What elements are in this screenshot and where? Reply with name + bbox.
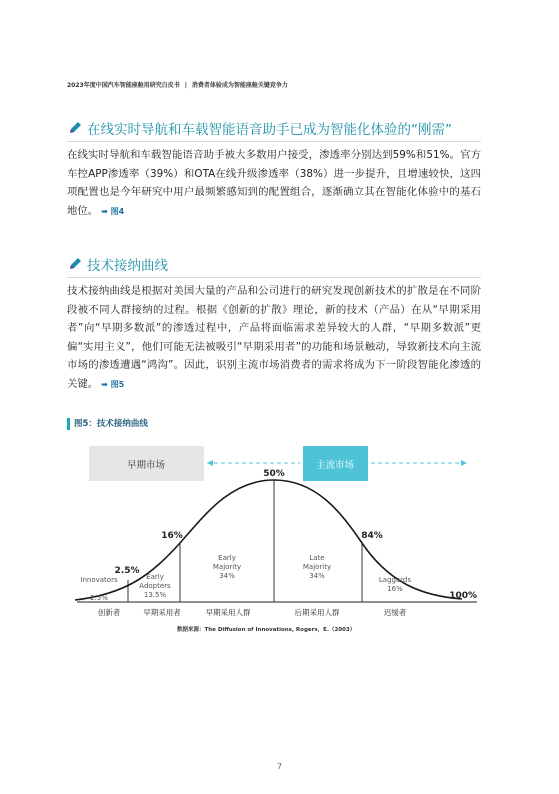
figure-reference-link[interactable]: ➡ 图4 [101,206,125,216]
xlabel-early-majority: 早期采用人群 [205,608,251,617]
arrow-head-right-icon [461,460,467,466]
page-number: 7 [276,762,283,771]
paragraph-text: 技术接纳曲线是根据对美国大量的产品和公司进行的研究发现创新技术的扩散是在不同阶段被不同人群接纳的过程。根据《创新的扩散》理论，新的技术（产品）在从“早期采用者”向“早期多数派”的渗透过程中，产品将面临需求差异较大的人群，“早期多数派”更偏“实用主义”，他们可能无法被吸引“早期采用者”的功能和场景触动，导致新技术向主流市场的渗透遭遇“鸿沟”。因此，识别主流市场消费者的需求将成为下一阶段智能化渗透的关键。 [67,285,481,390]
xlabel-laggards: 迟缓者 [383,608,407,617]
segment-early-adopters-pct: 13.5% [143,591,167,599]
arrow-head-left-icon [207,460,213,466]
cumulative-label-16: 16% [161,531,183,541]
header-separator: | [184,82,187,89]
header-report-title: 2023年度中国汽车智能座舱用研究白皮书 [67,82,180,89]
segment-early-adopters-name1: Early [146,573,164,581]
header-chapter-title: 消费者体验成为智能座舱关键竞争力 [191,82,288,89]
figure-source-note: 数据来源：The Diffusion of Innovations, Rogers，E.（2003） [177,627,356,633]
section-heading [67,254,481,278]
xlabel-early-adopters: 早期采用者 [143,608,181,617]
figure-title: 图5：技术接纳曲线 [67,418,487,430]
early-market-label: 早期市场 [126,460,166,471]
segment-innovators-name: Innovators [80,576,118,584]
section-heading [67,118,481,142]
segment-innovators-pct: 2.5% [90,594,108,602]
section-paragraph [67,146,481,221]
section-adoption-curve [67,254,481,395]
adoption-curve-diagram [67,436,487,634]
segment-laggards-name: Laggards [378,576,412,584]
segment-laggards-pct: 16% [387,585,403,593]
segment-early-majority-name1: Early [218,554,236,562]
running-header [67,80,288,89]
segment-late-majority-pct: 34% [309,572,325,580]
segment-early-majority-name2: Majority [212,563,242,571]
section-title: 在线实时导航和车载智能语音助手已成为智能化体验的“刚需” [87,122,452,138]
pen-icon [67,256,83,272]
cumulative-label-2-5: 2.5% [114,566,140,576]
xlabel-innovators: 创新者 [97,608,121,617]
segment-early-majority-pct: 34% [219,572,235,580]
section-paragraph [67,282,481,395]
cumulative-label-50: 50% [263,469,285,479]
section-navigation-voice [67,118,481,221]
cumulative-label-100: 100% [449,591,477,601]
pen-icon [67,120,83,136]
xlabel-late-majority: 后期采用人群 [294,608,340,617]
segment-early-adopters-name2: Adopters [139,582,171,590]
figure-adoption-curve [67,418,487,634]
figure-reference-link[interactable]: ➡ 图5 [101,379,125,389]
segment-late-majority-name1: Late [309,554,325,562]
paragraph-text: 在线实时导航和车载智能语音助手被大多数用户接受，渗透率分别达到59%和51%。官方车控APP渗透率（39%）和OTA在线升级渗透率（38%）进一步提升，且增速较快，这四项配置也是今年研究中用户最频繁感知到的配置组合，逐渐确立其在智能化体验中的基石地位。 [67,149,481,217]
cumulative-label-84: 84% [361,531,383,541]
main-market-label: 主流市场 [315,460,355,471]
section-title: 技术接纳曲线 [87,258,168,274]
segment-late-majority-name2: Majority [302,563,332,571]
